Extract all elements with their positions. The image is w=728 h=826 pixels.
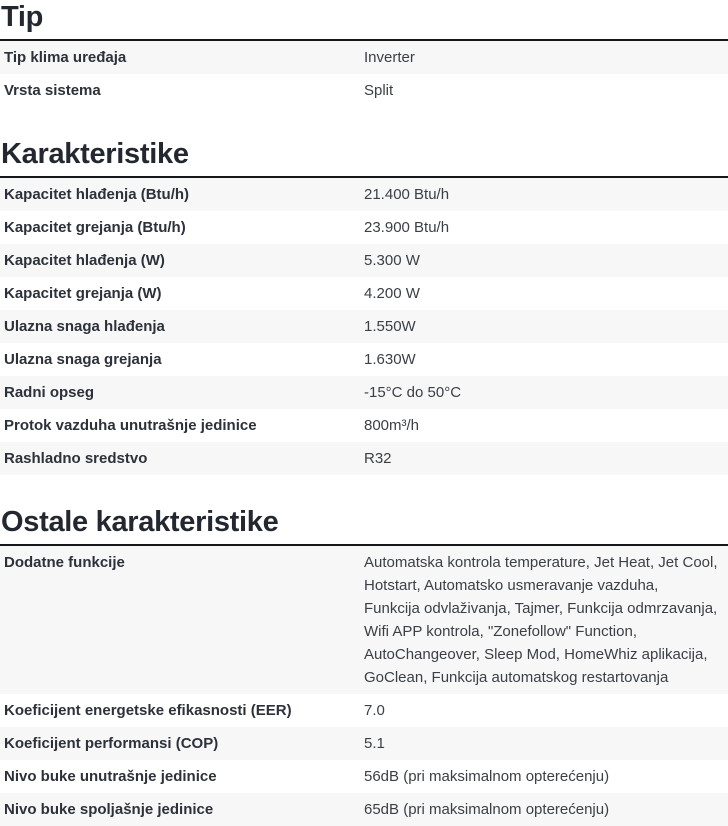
spec-table [0, 41, 728, 107]
spec-value: 56dB (pri maksimalnom opterećenju) [364, 768, 610, 785]
spec-value: R32 [364, 450, 392, 467]
spec-label: Ulazna snaga hlađenja [4, 318, 165, 335]
spec-label: Ulazna snaga grejanja [4, 351, 162, 368]
table-row [0, 310, 728, 343]
spec-value: 7.0 [364, 702, 385, 719]
spec-value: Automatska kontrola temperature, Jet Heat, Jet Cool, Hotstart, Automatsko usmeravanje vazduha, Funkcija odvlaživanja, Tajmer, Funkcija odmrzavanja, Wifi APP kontrola, "Zonefollow" Function, AutoChangeover, Sleep Mod, HomeWhiz aplikacija, GoClean, Funkcija automatskog restartovanja [364, 554, 718, 686]
table-row [0, 277, 728, 310]
table-row [0, 343, 728, 376]
table-row [0, 546, 728, 694]
spec-label: Kapacitet grejanja (W) [4, 285, 162, 302]
spec-value: 1.550W [364, 318, 416, 335]
spec-label: Kapacitet hlađenja (Btu/h) [4, 186, 190, 203]
spec-table [0, 178, 728, 475]
table-row [0, 41, 728, 74]
spec-label: Tip klima uređaja [4, 49, 127, 66]
table-row [0, 793, 728, 826]
spec-label: Radni opseg [4, 384, 95, 401]
spec-label: Koeficijent energetske efikasnosti (EER) [4, 702, 292, 719]
section-karakteristike [0, 137, 728, 475]
table-row [0, 376, 728, 409]
spec-value: 800m³/h [364, 417, 420, 434]
spec-label: Kapacitet grejanja (Btu/h) [4, 219, 186, 236]
spec-label: Kapacitet hlađenja (W) [4, 252, 165, 269]
section-title: Karakteristike [0, 137, 728, 178]
section-tip [0, 0, 728, 107]
spec-value: 5.1 [364, 735, 385, 752]
spec-value: Inverter [364, 49, 415, 66]
table-row [0, 694, 728, 727]
table-row [0, 74, 728, 107]
section-ostale-karakteristike [0, 505, 728, 826]
spec-label: Dodatne funkcije [4, 554, 125, 571]
spec-label: Vrsta sistema [4, 82, 101, 99]
spec-label: Nivo buke spoljašnje jedinice [4, 801, 214, 818]
section-title: Tip [0, 0, 728, 41]
spec-value: 1.630W [364, 351, 416, 368]
spec-label: Nivo buke unutrašnje jedinice [4, 768, 217, 785]
table-row [0, 442, 728, 475]
section-title: Ostale karakteristike [0, 505, 728, 546]
spec-value: 21.400 Btu/h [364, 186, 450, 203]
table-row [0, 178, 728, 211]
spec-value: 23.900 Btu/h [364, 219, 450, 236]
spec-value: 4.200 W [364, 285, 420, 302]
spec-label: Koeficijent performansi (COP) [4, 735, 219, 752]
table-row [0, 244, 728, 277]
spec-value: Split [364, 82, 394, 99]
table-row [0, 409, 728, 442]
spec-value: 5.300 W [364, 252, 420, 269]
spec-value: -15°C do 50°C [364, 384, 462, 401]
table-row [0, 727, 728, 760]
spec-table [0, 546, 728, 826]
table-row [0, 211, 728, 244]
spec-label: Rashladno sredstvo [4, 450, 148, 467]
spec-value: 65dB (pri maksimalnom opterećenju) [364, 801, 610, 818]
table-row [0, 760, 728, 793]
spec-label: Protok vazduha unutrašnje jedinice [4, 417, 257, 434]
